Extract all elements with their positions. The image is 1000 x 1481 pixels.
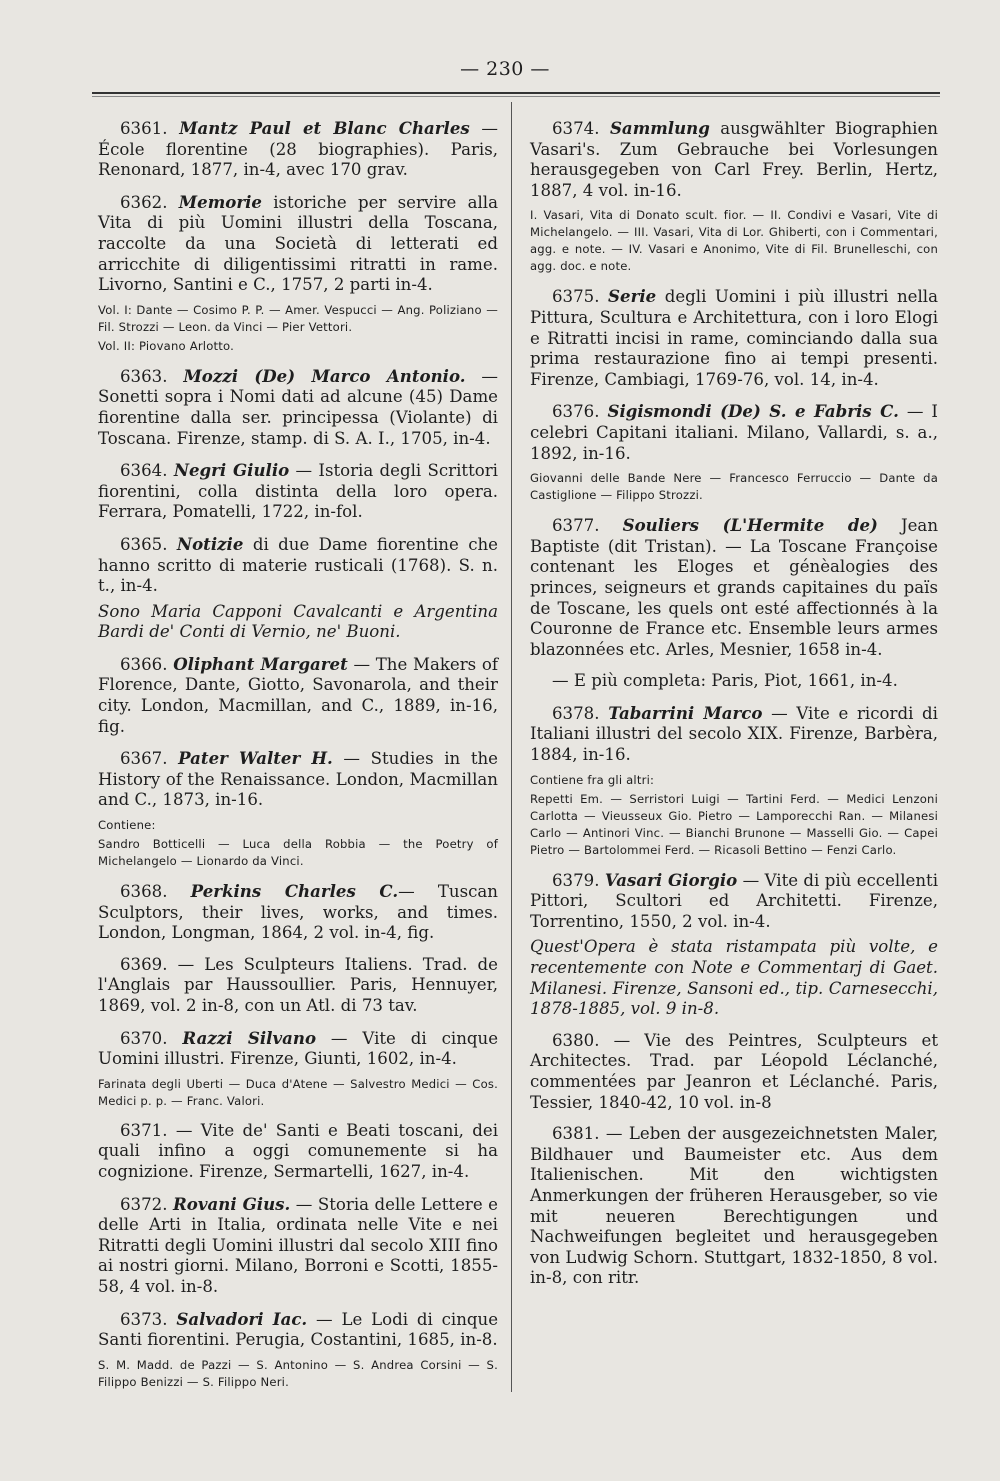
- entry-note-text: Repetti Em. — Serristori Luigi — Tartini Ferd. — Medici Lenzoni Carlotta — Vieusseux Gio. Pietro — Lamporecchi Ran. — Milanesi Carlo — Antinori Vinc. — Bianchi Brunone — Masselli Gio. — Capei Pietro — Bartolommei Ferd. — Ricasoli Bettino — Fenzi Carlo.: [530, 791, 938, 857]
- entry-number: 6369.: [120, 954, 168, 974]
- entry-author: Perkins Charles C.: [190, 881, 399, 902]
- entry-text: — Istoria degli Scrittori fiorentini, colla distinta della loro opera. Ferrara, Pomatelli, 1722, in-fol.: [98, 461, 498, 522]
- bibliography-entry: [530, 870, 938, 933]
- entry-note-text: I. Vasari, Vita di Donato scult. fior. — II. Condivi e Vasari, Vite di Michelangelo. — III. Vasari, Vita di Lor. Ghiberti, con i Commentari, agg. e note. — IV. Vasari e Anonimo, Vite di Fil. Brunelleschi, con agg. doc. e note.: [530, 208, 938, 274]
- entry-note: [530, 207, 938, 275]
- entry-note-text: Contiene fra gli altri:: [530, 772, 655, 787]
- entry-number: 6367.: [120, 749, 168, 769]
- entry-text: — Leben der ausgezeichnetsten Maler, Bildhauer und Baumeister etc. Aus dem Italienischen. Mit den wichtigsten Anmerkungen der früheren Herausgeber, so vie mit neueren Berechtigungen und Nachweifungen begleitet und herausgegeben von Ludwig Schorn. Stuttgart, 1832-1850, 8 vol. in-8, con ritr.: [530, 1124, 939, 1288]
- entry-number: 6362.: [120, 192, 168, 212]
- bibliography-entry: [98, 881, 498, 944]
- entry-note: [98, 1076, 498, 1110]
- bibliography-entry: [530, 515, 938, 660]
- entry-number: 6366.: [120, 654, 168, 674]
- entry-number: 6365.: [120, 534, 168, 554]
- entry-note: [98, 338, 498, 355]
- entry-note-text: S. M. Madd. de Pazzi — S. Antonino — S. Andrea Corsini — S. Filippo Benizzi — S. Filippo Neri.: [98, 1357, 498, 1389]
- entry-number: 6368.: [120, 882, 168, 902]
- bibliography-entry: [530, 703, 938, 766]
- entry-text: di due Dame fiorentine che hanno scritto di materie rusticali (1768). S. n. t., in-4.: [98, 534, 498, 596]
- entry-note-text: Sandro Botticelli — Luca della Robbia — the Poetry of Michelangelo — Lionardo da Vinci.: [98, 837, 498, 869]
- right-column: [530, 118, 938, 1300]
- entry-note: [98, 817, 498, 834]
- entry-author: Memorie: [178, 191, 262, 212]
- entry-author: Salvadori Iac.: [176, 1308, 308, 1329]
- entry-number: 6377.: [552, 516, 600, 536]
- bibliography-entry: [98, 654, 498, 737]
- entry-number: 6379.: [552, 870, 600, 890]
- entry-text: — Sonetti sopra i Nomi dati ad alcune (45) Dame fiorentine dalla ser. principessa (Violante) di Toscana. Firenze, stamp. di S. A. I., 1705, in-4.: [98, 366, 498, 448]
- entry-text: — Storia delle Lettere e delle Arti in Italia, ordinata nelle Vite e nei Ritratti degli Uomini illustri dal secolo XIII fino ai nostri giorni. Milano, Borroni e Scotti, 1855-58, 4 vol. in-8.: [98, 1194, 498, 1296]
- header-rule-thin: [92, 96, 940, 97]
- bibliography-entry: [98, 748, 498, 811]
- entry-author: Notizie: [176, 533, 244, 554]
- entry-number: 6375.: [552, 287, 600, 307]
- bibliography-entry: [530, 1124, 938, 1289]
- bibliography-entry: [530, 401, 938, 464]
- bibliography-entry: [98, 1028, 498, 1070]
- entry-text: — Vite de' Santi e Beati toscani, dei quali infino a oggi comunemente si ha cognizione. Firenze, Sermartelli, 1627, in-4.: [98, 1120, 499, 1181]
- entry-text: — Vite di cinque Uomini illustri. Firenze, Giunti, 1602, in-4.: [98, 1028, 499, 1069]
- entry-text: — Studies in the History of the Renaissance. London, Macmillan and C., 1873, in-16.: [98, 749, 498, 810]
- header-rule: [92, 92, 940, 94]
- bibliography-entry: [98, 460, 498, 523]
- entry-number: 6376.: [552, 402, 600, 422]
- column-divider: [511, 102, 512, 1392]
- entry-note-text: Vol. I: Dante — Cosimo P. P. — Amer. Vespucci — Ang. Poliziano — Fil. Strozzi — Leon. da Vinci — Pier Vettori.: [98, 302, 498, 334]
- entry-text: istoriche per servire alla Vita di più Uomini illustri della Toscana, raccolte da una Società di letterati ed arricchite di diligentissimi ritratti in rame. Livorno, Santini e C., 1757, 2 parti in-4.: [98, 192, 498, 295]
- bibliography-entry: [98, 955, 498, 1017]
- entry-text: — Le Lodi di cinque Santi fiorentini. Perugia, Costantini, 1685, in-8.: [98, 1309, 499, 1350]
- entry-text: — Vie des Peintres, Sculpteurs et Architectes. Trad. par Léopold Léclanché, commentées par Jeanron et Léclanché. Paris, Tessier, 1840-42, 10 vol. in-8: [530, 1030, 938, 1112]
- bibliography-entry: [98, 192, 498, 296]
- entry-note: [98, 836, 498, 870]
- entry-continuation: [530, 671, 938, 692]
- entry-author: Oliphant Margaret: [173, 653, 348, 674]
- bibliography-entry: [98, 1194, 498, 1298]
- entry-note-text: Vol. II: Piovano Arlotto.: [98, 338, 234, 353]
- entry-author: Tabarrini Marco: [608, 702, 763, 723]
- entry-number: 6364.: [120, 461, 168, 481]
- entry-text: — École florentine (28 biographies). Paris, Renonard, 1877, in-4, avec 170 grav.: [98, 119, 498, 180]
- entry-number: 6361.: [120, 119, 168, 138]
- entry-text: — Vite e ricordi di Italiani illustri del secolo XIX. Firenze, Barbèra, 1884, in-16.: [530, 703, 938, 765]
- entry-italic-note: [530, 937, 938, 1019]
- entry-author: Souliers (L'Hermite de): [622, 515, 878, 536]
- entry-text: — Tuscan Sculptors, their lives, works, and times. London, Longman, 1864, 2 vol. in-4, fig.: [98, 882, 498, 943]
- entry-text: — The Makers of Florence, Dante, Giotto, Savonarola, and their city. London, Macmillan, and C., 1889, in-16, fig.: [98, 654, 499, 736]
- entry-text: — Les Sculpteurs Italiens. Trad. de l'Anglais par Haussoullier. Paris, Hennuyer, 1869, vol. 2 in-8, con un Atl. di 73 tav.: [98, 954, 498, 1015]
- entry-author: Serie: [608, 286, 657, 307]
- entry-author: Negri Giulio: [173, 460, 290, 481]
- entry-number: 6370.: [120, 1028, 168, 1048]
- entry-note-text: Farinata degli Uberti — Duca d'Atene — Salvestro Medici — Cos. Medici p. p. — Franc. Valori.: [98, 1076, 498, 1108]
- entry-author: Pater Walter H.: [178, 748, 333, 769]
- entry-author: Vasari Giorgio: [604, 869, 738, 890]
- entry-number: 6380.: [552, 1030, 600, 1050]
- entry-text: — I celebri Capitani italiani. Milano, Vallardi, s. a., 1892, in-16.: [530, 402, 938, 463]
- entry-italic-note-text: Quest'Opera è stata ristampata più volte, e recentemente con Note e Commentarj di Gaet. Milanesi. Firenze, Sansoni ed., tip. Carnesecchi, 1878-1885, vol. 9 in-8.: [530, 937, 938, 1019]
- entry-note-text: Giovanni delle Bande Nere — Francesco Ferruccio — Dante da Castiglione — Filippo Strozzi.: [530, 471, 938, 503]
- entry-note: [530, 791, 938, 859]
- entry-number: 6378.: [552, 703, 600, 723]
- entry-author: Sigismondi (De) S. e Fabris C.: [607, 401, 899, 422]
- entry-continuation-text: — E più completa: Paris, Piot, 1661, in-4.: [552, 671, 898, 691]
- entry-author: Rovani Gius.: [173, 1193, 291, 1214]
- entry-number: 6381.: [552, 1124, 600, 1144]
- page-number: — 230 —: [460, 58, 550, 80]
- bibliography-entry: [530, 1031, 938, 1113]
- entry-number: 6371.: [120, 1120, 168, 1140]
- bibliography-entry: [530, 118, 938, 201]
- bibliography-entry: [98, 534, 498, 597]
- entry-text: — Vite di più eccellenti Pittori, Scultori ed Architetti. Firenze, Torrentino, 1550, 2 vol. in-4.: [530, 870, 939, 931]
- bibliography-entry: [98, 118, 498, 181]
- entry-author: Mantz Paul et Blanc Charles: [179, 118, 470, 138]
- entry-text: Jean Baptiste (dit Tristan). — La Toscane Françoise contenant les Eloges et génèalogies des princes, seigneurs et grands capitaines du païs de Toscane, les quels ont esté affectionnés à la Couronne de France etc. Ensemble leurs armes blazonnées etc. Arles, Mesnier, 1658 in-4.: [530, 516, 939, 659]
- entry-text: degli Uomini i più illustri nella Pittura, Scultura e Architettura, con i loro Elogi e Ritratti incisi in rame, cominciando dalla sua prima restaurazione fino ai tempi presenti. Firenze, Cambiagi, 1769-76, vol. 14, in-4.: [530, 287, 938, 389]
- entry-note: [530, 470, 938, 504]
- entry-number: 6373.: [120, 1309, 168, 1329]
- bibliography-entry: [98, 1121, 498, 1183]
- left-column: [98, 118, 498, 1402]
- entry-number: 6374.: [552, 119, 600, 138]
- entry-text: ausgwählter Biographien Vasari's. Zum Gebrauche bei Vorlesungen herausgegeben von Carl Frey. Berlin, Hertz, 1887, 4 vol. in-16.: [530, 119, 938, 200]
- entry-note: [98, 1357, 498, 1391]
- bibliography-entry: [98, 1309, 498, 1351]
- bibliography-entry: [98, 366, 498, 449]
- bibliography-entry: [530, 286, 938, 390]
- entry-author: Mozzi (De) Marco Antonio.: [183, 365, 466, 386]
- entry-author: Sammlung: [609, 118, 710, 138]
- entry-italic-note-text: Sono Maria Capponi Cavalcanti e Argentina Bardi de' Conti di Vernio, ne' Buoni.: [98, 601, 498, 642]
- entry-author: Razzi Silvano: [182, 1027, 317, 1048]
- entry-note-text: Contiene:: [98, 818, 156, 833]
- entry-number: 6363.: [120, 366, 168, 386]
- entry-number: 6372.: [120, 1194, 168, 1214]
- entry-note: [530, 772, 938, 789]
- entry-italic-note: [98, 602, 498, 643]
- entry-note: [98, 302, 498, 336]
